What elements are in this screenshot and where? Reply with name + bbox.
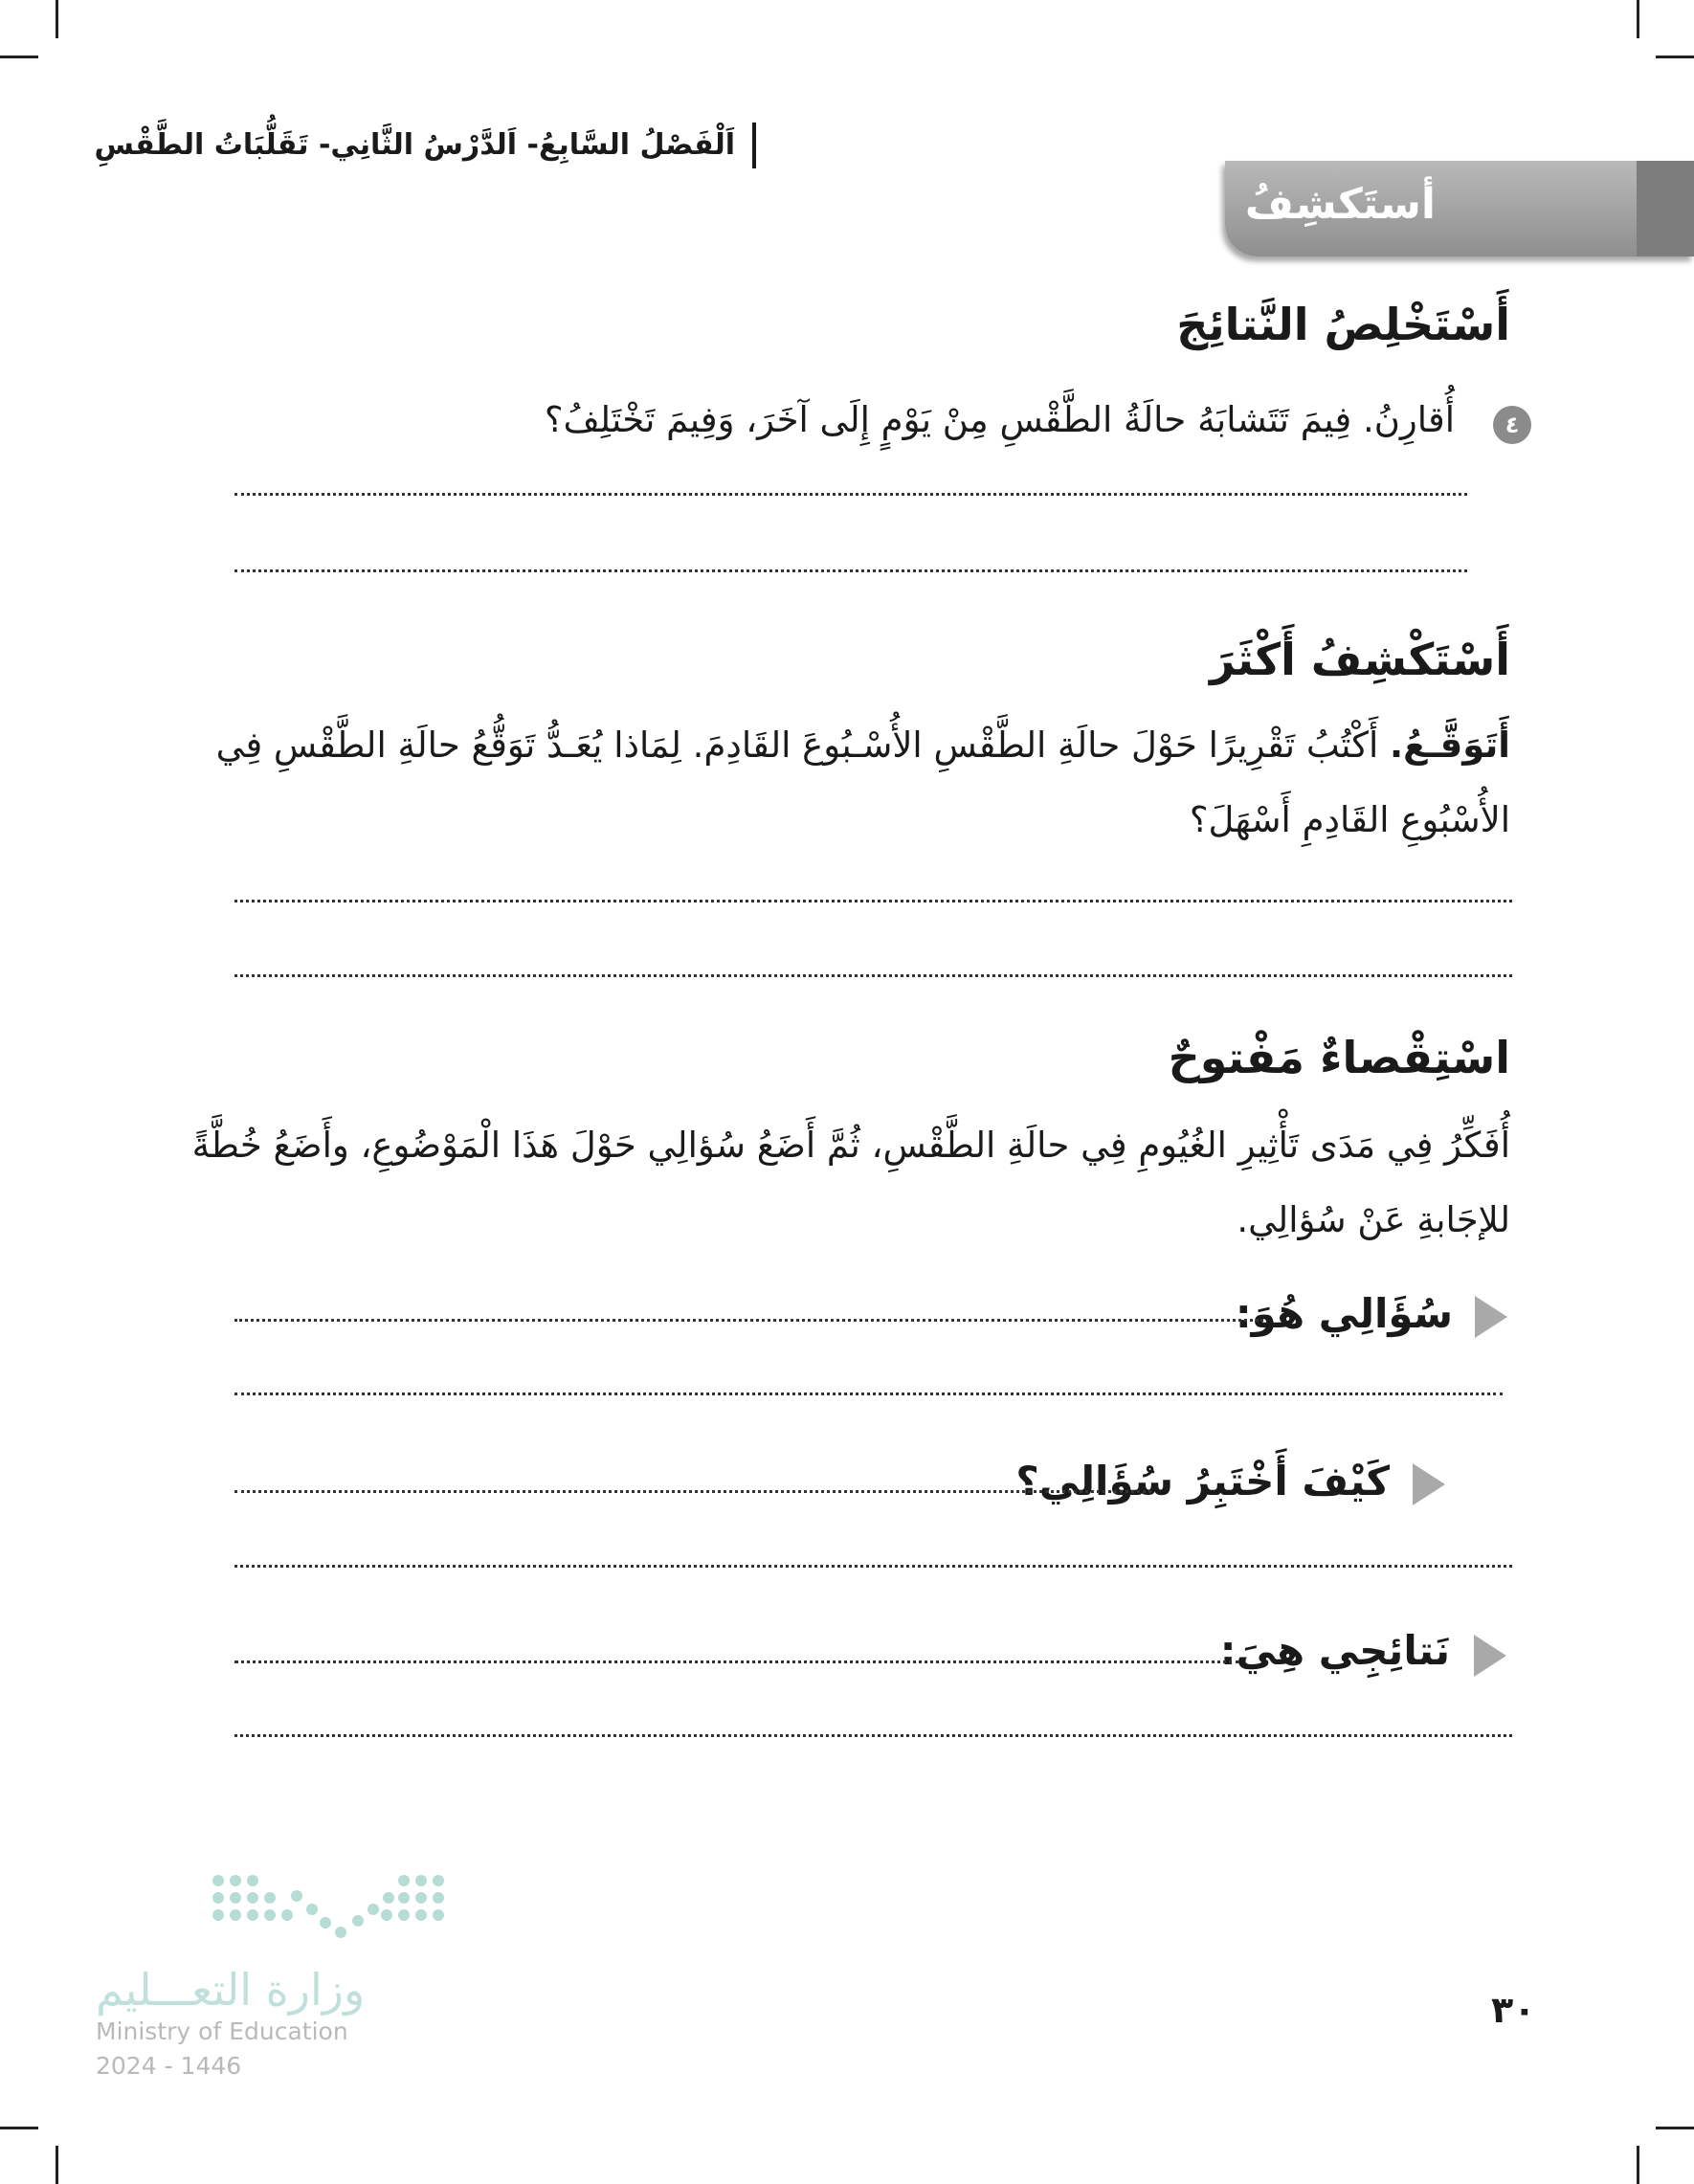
prompt-how-test: كَيْفَ أَخْتَبِرُ سُؤَالِي؟ [1015,1458,1390,1504]
answer-line[interactable] [234,569,1467,572]
page-number: ٣٠ [1491,1989,1536,2031]
crop-mark [56,0,58,38]
inquiry-line-1: أُفَكِّرُ فِي مَدَى تَأْثِيرِ الغُيُومِ فِي حالَةِ الطَّقْسِ، ثُمَّ أَضَعُ سُؤالِي حَوْلَ هَذَا الْمَوْضُوعِ، وأَضَعُ خُطَّةً [191,1125,1510,1166]
question-number-badge: ٤ [1493,406,1531,444]
section-heading-open-inquiry: اسْتِقْصاءٌ مَفْتوحٌ [1168,1032,1510,1083]
crop-mark [56,2146,58,2184]
inquiry-line-2: للإجَابةِ عَنْ سُؤالِي. [1237,1199,1510,1240]
crop-mark [1656,2127,1694,2129]
predict-text-1: أَكْتُبُ تَقْرِيرًا حَوْلَ حالَةِ الطَّقْسِ الأُسْـبُوعَ القَادِمَ. لِمَاذا يُعَـدُّ تَوَقُّعُ حالَةِ الطَّقْسِ فِي [215,724,1379,766]
question-compare: أُقارِنُ. فِيمَ تَتَشابَهُ حالَةُ الطَّقْسِ مِنْ يَوْمٍ إِلَى آخَرَ، وَفِيمَ تَخْتَلِفُ؟ [544,399,1455,440]
predict-keyword: أَتَوَقَّـعُ. [1390,724,1510,766]
ministry-logo-icon [211,1871,450,1948]
crop-mark [0,56,38,58]
prompt-my-question: سُؤَالِي هُوَ: [1235,1290,1453,1337]
section-heading-explore-more: أَسْتَكْشِفُ أَكْثَرَ [1209,634,1510,685]
section-heading-conclusions: أَسْتَخْلِصُ النَّتائِجَ [1176,299,1510,350]
answer-line[interactable] [234,1660,1239,1663]
answer-line[interactable] [234,1319,1263,1322]
crop-mark [1637,0,1639,38]
predict-line-1 [215,708,1510,783]
answer-line[interactable] [234,1490,1151,1493]
triangle-bullet-icon [1413,1463,1445,1505]
answer-line[interactable] [234,1734,1512,1737]
crop-mark [0,2127,38,2129]
ministry-name-arabic: وزارة التعـــليم [96,1964,366,2016]
answer-line[interactable] [234,900,1512,903]
predict-line-2: الأُسْبُوعِ القَادِمِ أَسْهَلَ؟ [1189,799,1510,840]
ministry-name-english: Ministry of Education [96,2017,348,2045]
explore-tab-label: أستَكشِفُ [1244,180,1436,229]
prompt-my-results: نَتائِجِي هِيَ: [1219,1627,1450,1674]
answer-line[interactable] [234,974,1512,977]
triangle-bullet-icon [1474,1635,1506,1677]
predict-paragraph [215,708,1510,858]
crop-mark [1637,2146,1639,2184]
inquiry-paragraph [191,1108,1510,1258]
crop-mark [1656,56,1694,58]
explore-tab [1225,161,1694,256]
answer-line[interactable] [234,1393,1503,1395]
answer-line[interactable] [234,493,1467,496]
running-header: اَلْفَصْلُ السَّابِعُ- اَلدَّرْسُ الثَّانِي- تَقَلُّبَاتُ الطَّقْسِ [95,123,756,168]
triangle-bullet-icon [1475,1296,1507,1338]
ministry-year: 2024 - 1446 [96,2052,242,2080]
answer-line[interactable] [234,1565,1512,1568]
